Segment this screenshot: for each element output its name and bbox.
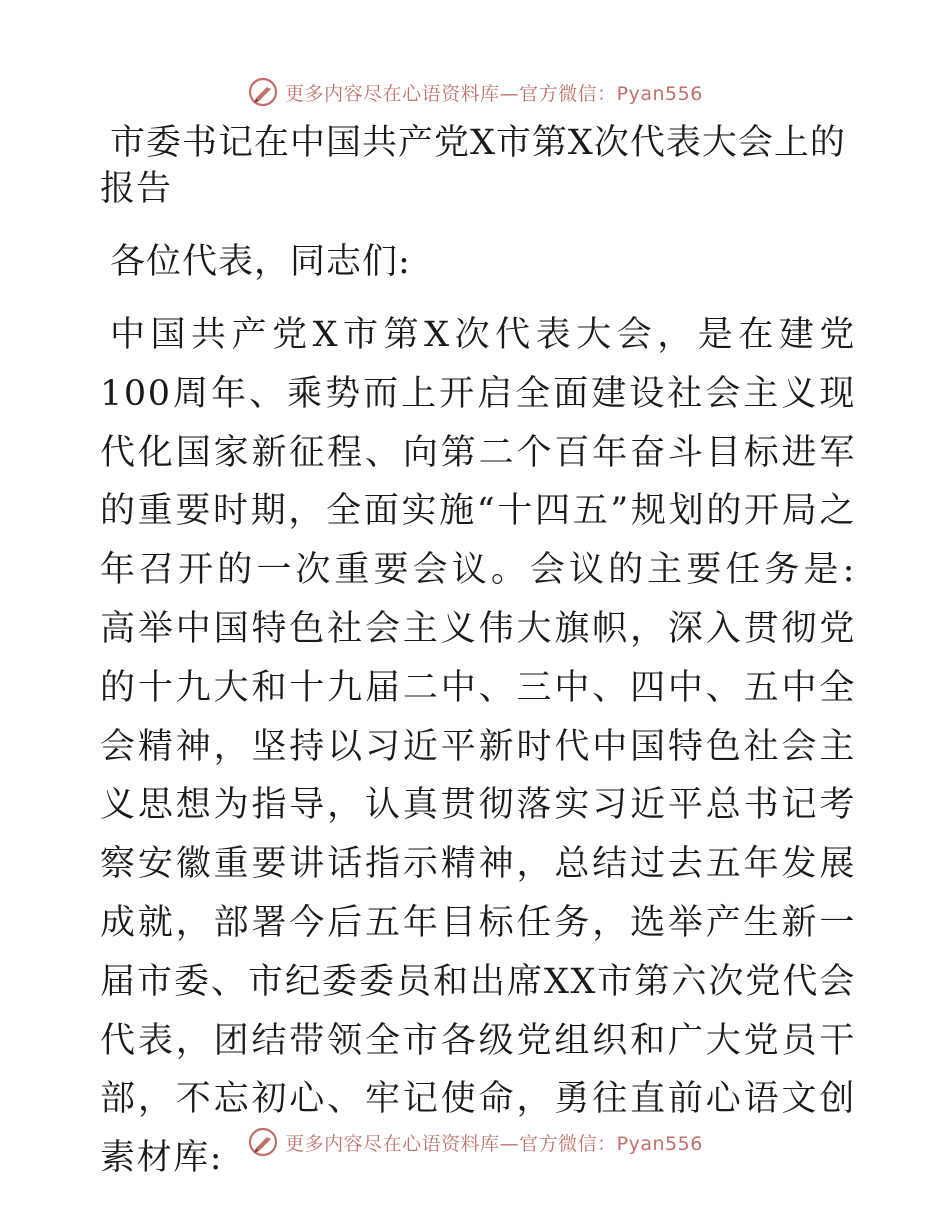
pen-logo-icon [247, 1126, 279, 1158]
watermark-header [0, 72, 950, 112]
body-paragraph: 中国共产党X市第X次代表大会，是在建党100周年、乘势而上开启全面建设社会主义现代化国家新征程、向第二个百年奋斗目标进军的重要时期，全面实施“十四五”规划的开局之年召开的一次重要会议。会议的主要任务是: 高举中国特色社会主义伟大旗帜，深入贯彻党的十九大和十九届二中、三中、四中、五中全会精神，坚持以习近平新时代中国特色社会主义思想为指导，认真贯彻落实习近平总书记考察安徽重要讲话指示精神，总结过去五年发展成就，部署今后五年目标任务，选举产生新一届市委、市纪委委员和出席XX市第六次党代会代表，团结带领全市各级党组织和广大党员干部，不忘初心、牢记使命，勇往直前心语文创素材库: [100, 315, 856, 1179]
salutation: 各位代表，同志们: [110, 242, 411, 282]
watermark-footer [0, 1122, 950, 1162]
document-title: 市委书记在中国共产党X市第X次代表大会上的报告 [100, 123, 846, 209]
document-body [100, 120, 856, 1188]
pen-logo-icon [247, 76, 279, 108]
watermark-text: 更多内容尽在心语资料库—官方微信：Pyan556 [285, 82, 703, 105]
watermark-text: 更多内容尽在心语资料库—官方微信：Pyan556 [285, 1132, 703, 1155]
